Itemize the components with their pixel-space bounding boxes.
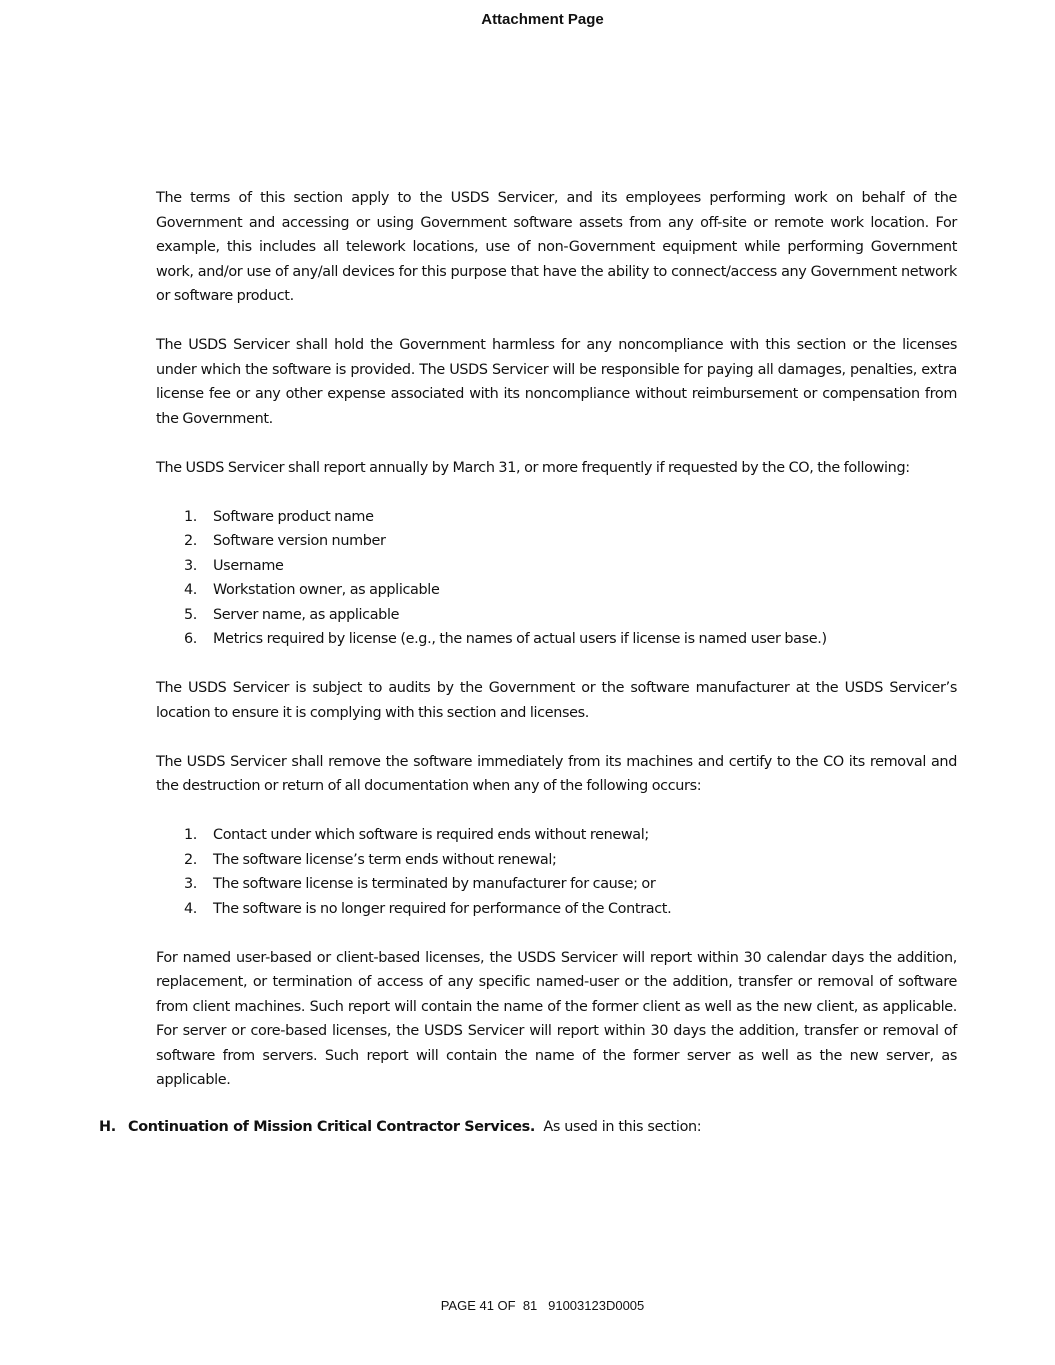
list-item: 4. Workstation owner, as applicable — [184, 582, 440, 598]
list-item: 2. The software license’s term ends without renewal; — [184, 851, 557, 868]
list-item: 5. Server name, as applicable — [184, 606, 400, 623]
page-footer: PAGE 41 OF 81 91003123D0005 — [440, 1298, 645, 1313]
paragraph-license-reporting: For named user-based or client-based licenses, the USDS Servicer will report within 30 calendar days the addition, replacement, or termination of access of any specific named-user or the addition, transfer or removal of software from client machines. Such report will contain the name of the former client as well as the new client, as applicable. For server or core-based licenses, the USDS Servicer will report within 30 days the addition, transfer or removal of software from servers. Such report will contain the name of the former server as well as the new server, as applicable. — [156, 949, 957, 1088]
paragraph-software-removal: The USDS Servicer shall remove the software immediately from its machines and certify to the CO its removal and the destruction or return of all documentation when any of the following occurs: — [156, 753, 957, 794]
section-intro-text: As used in this section: — [543, 1119, 702, 1135]
section-title: Continuation of Mission Critical Contractor Services. — [128, 1119, 535, 1135]
page-header-title: Attachment Page — [481, 11, 604, 28]
list-item: 6. Metrics required by license (e.g., the names of actual users if license is named user base.) — [184, 631, 827, 647]
list-item: 3. The software license is terminated by manufacturer for cause; or — [184, 876, 656, 892]
list-item: 3. Username — [184, 557, 284, 574]
paragraph-annual-report: The USDS Servicer shall report annually by March 31, or more frequently if requested by the CO, the following: — [156, 459, 910, 476]
list-item: 4. The software is no longer required for performance of the Contract. — [184, 900, 672, 917]
list-item: 2. Software version number — [184, 533, 386, 549]
report-items-list — [156, 505, 957, 652]
paragraph-audits: The USDS Servicer is subject to audits by the Government or the software manufacturer at the USDS Servicer’s location to ensure it is complying with this section and licenses. — [156, 680, 957, 721]
list-item: 1. Software product name — [184, 508, 374, 525]
document-body — [156, 186, 957, 1117]
section-letter: H. — [99, 1119, 116, 1135]
list-item: 1. Contact under which software is required ends without renewal; — [184, 827, 649, 843]
paragraph-remote-work-terms: The terms of this section apply to the USDS Servicer, and its employees performing work on behalf of the Government and accessing or using Government software assets from any off-site or remote work location. For example, this includes all telework locations, use of non-Government equipment while performing Government work, and/or use of any/all devices for this purpose that have the ability to connect/access any Government network or software product. — [156, 190, 957, 304]
paragraph-hold-harmless: The USDS Servicer shall hold the Government harmless for any noncompliance with this section or the licenses under which the software is provided. The USDS Servicer will be responsible for paying all damages, penalties, extra license fee or any other expense associated with its noncompliance without reimbursement or compensation from the Government. — [156, 337, 957, 427]
removal-conditions-list — [156, 823, 957, 921]
section-h-heading — [99, 1115, 959, 1140]
